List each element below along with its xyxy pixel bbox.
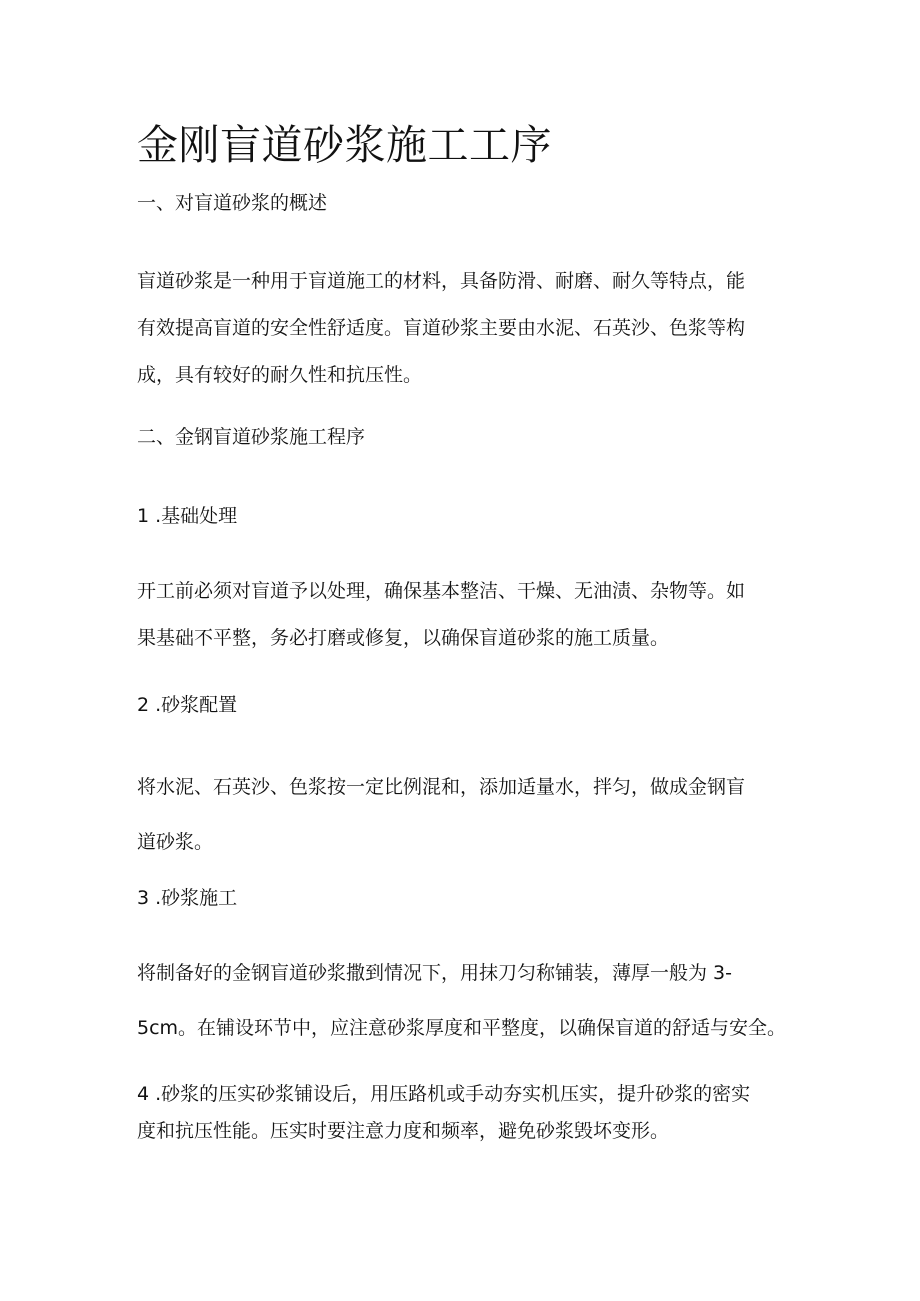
step-paragraph-3 — [137, 946, 797, 1056]
step-paragraph-4 — [137, 1076, 797, 1150]
paragraph-line: 有效提高盲道的安全性舒适度。盲道砂浆主要由水泥、石英沙、色浆等构 — [137, 317, 746, 339]
paragraph-line: 成，具有较好的耐久性和抗压性。 — [137, 364, 423, 386]
step-title-3: 3 .砂浆施工 — [137, 887, 238, 909]
step-title-2: 2 .砂浆配置 — [137, 694, 238, 716]
paragraph-line: 道砂浆。 — [137, 831, 214, 853]
paragraph-line: 盲道砂浆是一种用于盲道施工的材料，具备防滑、耐磨、耐久等特点，能 — [137, 270, 746, 292]
paragraph-line: 将水泥、石英沙、色浆按一定比例混和，添加适量水，拌匀，做成金钢盲 — [137, 776, 746, 798]
paragraph-line: 4 .砂浆的压实砂浆铺设后，用压路机或手动夯实机压实，提升砂浆的密实 — [137, 1083, 751, 1105]
paragraph-line: 将制备好的金钢盲道砂浆撒到情况下，用抹刀匀称铺装，薄厚一般为 3- — [137, 962, 732, 984]
paragraph-line: 果基础不平整，务必打磨或修复，以确保盲道砂浆的施工质量。 — [137, 627, 670, 649]
section-heading-procedure: 二、金钢盲道砂浆施工程序 — [137, 426, 366, 448]
paragraph-line: 开工前必须对盲道予以处理，确保基本整洁、干燥、无油渍、杂物等。如 — [137, 580, 746, 602]
paragraph-line: 度和抗压性能。压实时要注意力度和频率，避免砂浆毁坏变形。 — [137, 1120, 670, 1142]
overview-paragraph — [137, 258, 797, 399]
section-heading-overview: 一、对盲道砂浆的概述 — [137, 192, 328, 214]
step-paragraph-2 — [137, 760, 797, 870]
paragraph-line: 5cm。在铺设环节中，应注意砂浆厚度和平整度，以确保盲道的舒适与安全。 — [137, 1017, 787, 1039]
document-title: 金刚盲道砂浆施工工序 — [137, 121, 552, 169]
step-paragraph-1 — [137, 568, 797, 662]
step-title-1: 1 .基础处理 — [137, 505, 238, 527]
